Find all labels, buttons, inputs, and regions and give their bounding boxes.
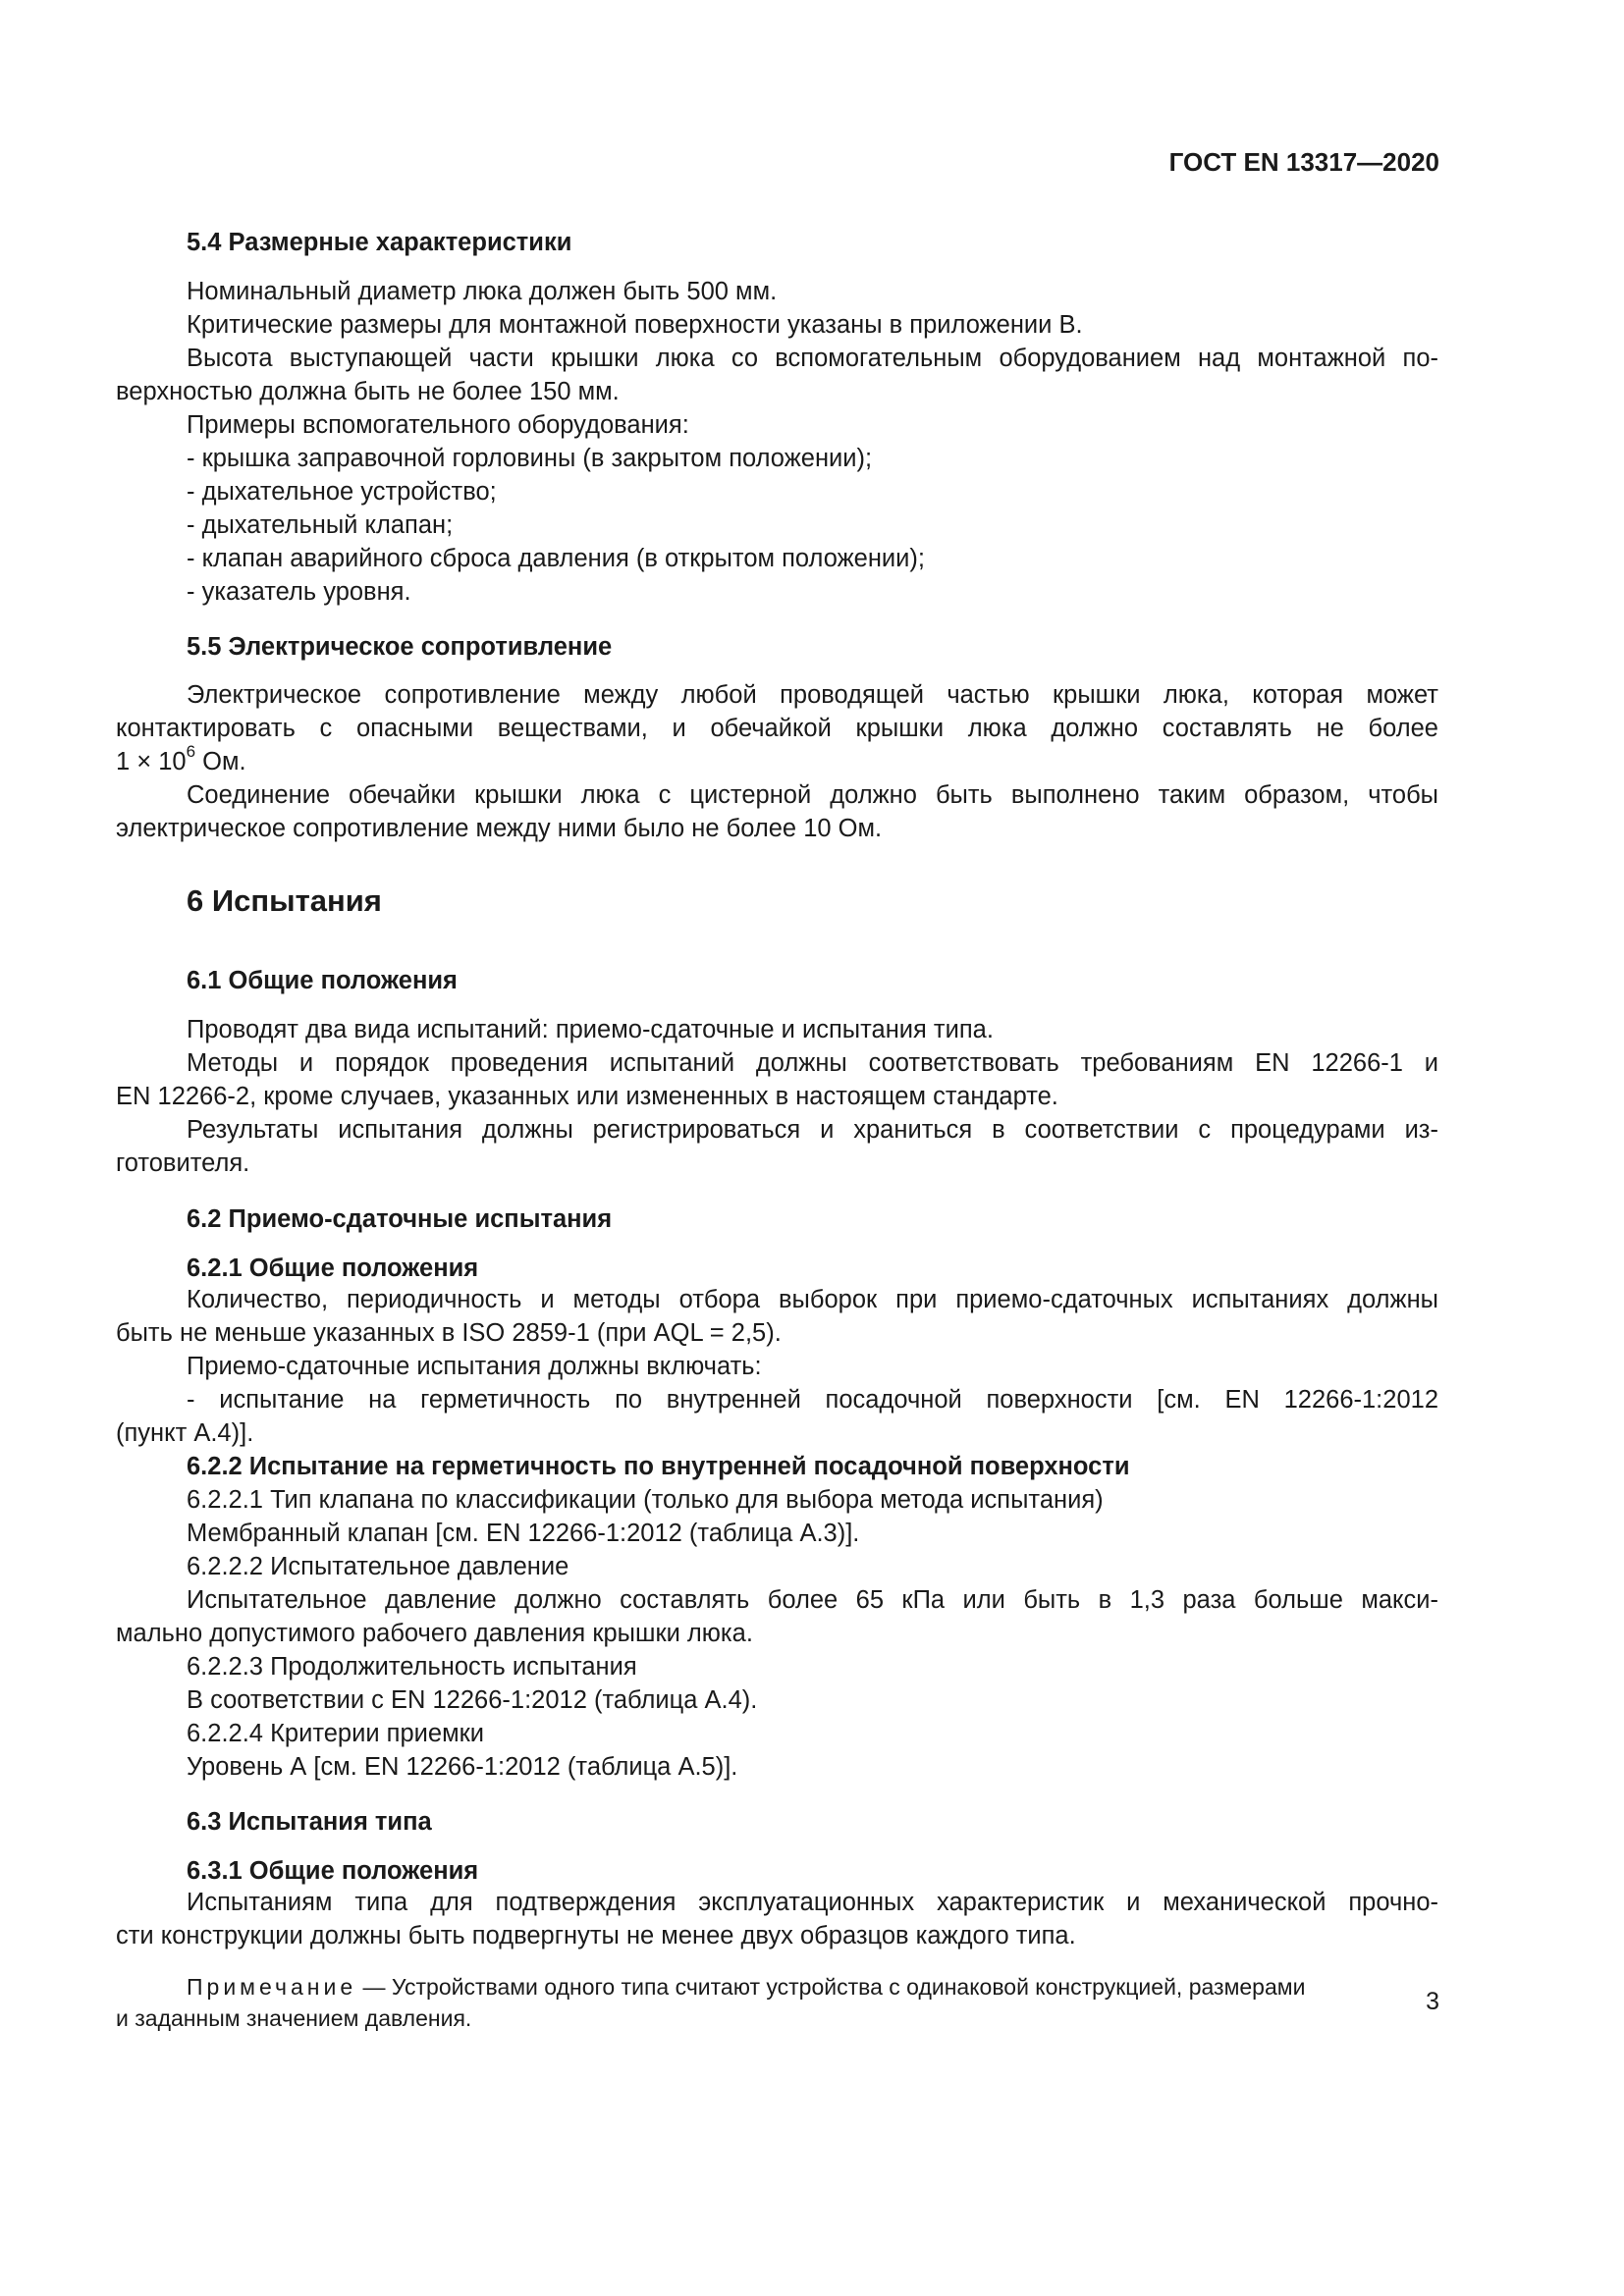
list-item: - указатель уровня. <box>187 578 411 606</box>
formula-exponent: 6 <box>186 742 196 761</box>
paragraph: Высота выступающей части крышки люка со вспомогательным оборудованием над монтажной по- <box>187 345 1438 372</box>
paragraph: (пункт А.4)]. <box>116 1419 254 1447</box>
subsection-6-2-2-3: 6.2.2.3 Продолжительность испытания <box>187 1653 637 1681</box>
section-6-title: 6 Испытания <box>187 883 382 918</box>
paragraph: Количество, периодичность и методы отбора выборок при приемо-сдаточных испытаниях должны <box>187 1286 1438 1313</box>
subsection-6-2-2-1: 6.2.2.1 Тип клапана по классификации (только для выбора метода испытания) <box>187 1486 1104 1514</box>
section-6-1-title: 6.1 Общие положения <box>187 967 458 994</box>
section-6-2-2-title: 6.2.2 Испытание на герметичность по внутренней посадочной поверхности <box>187 1453 1130 1480</box>
paragraph: EN 12266-2, кроме случаев, указанных или измененных в настоящем стандарте. <box>116 1083 1058 1110</box>
paragraph: сти конструкции должны быть подвергнуты не менее двух образцов каждого типа. <box>116 1922 1076 1949</box>
section-6-2-title: 6.2 Приемо-сдаточные испытания <box>187 1205 613 1233</box>
formula-unit: Ом. <box>195 748 246 775</box>
paragraph: верхностью должна быть не более 150 мм. <box>116 378 620 405</box>
paragraph: готовителя. <box>116 1149 250 1177</box>
paragraph: Критические размеры для монтажной поверхности указаны в приложении В. <box>187 311 1083 339</box>
paragraph <box>116 742 246 776</box>
paragraph: быть не меньше указанных в ISO 2859-1 (при AQL = 2,5). <box>116 1319 782 1347</box>
list-item: - клапан аварийного сброса давления (в открытом положении); <box>187 545 926 572</box>
paragraph: Приемо-сдаточные испытания должны включать: <box>187 1353 762 1380</box>
paragraph: - испытание на герметичность по внутренней посадочной поверхности [см. EN 12266-1:2012 <box>187 1386 1438 1414</box>
page-number: 3 <box>1426 1988 1439 2015</box>
note <box>187 1974 1305 2001</box>
paragraph: Результаты испытания должны регистрироваться и храниться в соответствии с процедурами из- <box>187 1116 1438 1144</box>
list-item: - дыхательный клапан; <box>187 511 454 539</box>
paragraph: Уровень А [см. EN 12266-1:2012 (таблица А.5)]. <box>187 1753 738 1781</box>
paragraph: Испытательное давление должно составлять более 65 кПа или быть в 1,3 раза больше макси- <box>187 1586 1438 1614</box>
paragraph: Методы и порядок проведения испытаний должны соответствовать требованиям EN 12266-1 и <box>187 1049 1438 1077</box>
section-6-2-1-title: 6.2.1 Общие положения <box>187 1255 479 1282</box>
section-5-4-title: 5.4 Размерные характеристики <box>187 229 572 256</box>
paragraph: Испытаниям типа для подтверждения эксплуатационных характеристик и механической прочно- <box>187 1889 1438 1916</box>
paragraph: мально допустимого рабочего давления крышки люка. <box>116 1620 753 1647</box>
formula-base: 1 × 10 <box>116 748 187 775</box>
list-item: - крышка заправочной горловины (в закрытом положении); <box>187 445 873 472</box>
paragraph: Номинальный диаметр люка должен быть 500 мм. <box>187 278 778 305</box>
paragraph: электрическое сопротивление между ними было не более 10 Ом. <box>116 815 883 842</box>
paragraph: Мембранный клапан [см. EN 12266-1:2012 (таблица А.3)]. <box>187 1520 860 1547</box>
paragraph: Электрическое сопротивление между любой проводящей частью крышки люка, которая может <box>187 681 1438 709</box>
paragraph: В соответствии с EN 12266-1:2012 (таблица А.4). <box>187 1686 758 1714</box>
note-continuation: и заданным значением давления. <box>116 2005 472 2031</box>
section-6-3-1-title: 6.3.1 Общие положения <box>187 1857 479 1885</box>
paragraph: контактировать с опасными веществами, и обечайкой крышки люка должно составлять не более <box>116 715 1438 742</box>
subsection-6-2-2-4: 6.2.2.4 Критерии приемки <box>187 1720 485 1747</box>
subsection-6-2-2-2: 6.2.2.2 Испытательное давление <box>187 1553 569 1580</box>
paragraph: Соединение обечайки крышки люка с цистерной должно быть выполнено таким образом, чтобы <box>187 781 1438 809</box>
note-label: Примечание <box>187 1974 357 2000</box>
section-5-5-title: 5.5 Электрическое сопротивление <box>187 633 613 661</box>
list-item: - дыхательное устройство; <box>187 478 497 506</box>
paragraph: Проводят два вида испытаний: приемо-сдаточные и испытания типа. <box>187 1016 994 1043</box>
note-text: — Устройствами одного типа считают устройства с одинаковой конструкцией, размерами <box>356 1974 1306 2000</box>
section-6-3-title: 6.3 Испытания типа <box>187 1808 432 1836</box>
paragraph: Примеры вспомогательного оборудования: <box>187 411 689 439</box>
document-header: ГОСТ EN 13317—2020 <box>1168 147 1439 177</box>
